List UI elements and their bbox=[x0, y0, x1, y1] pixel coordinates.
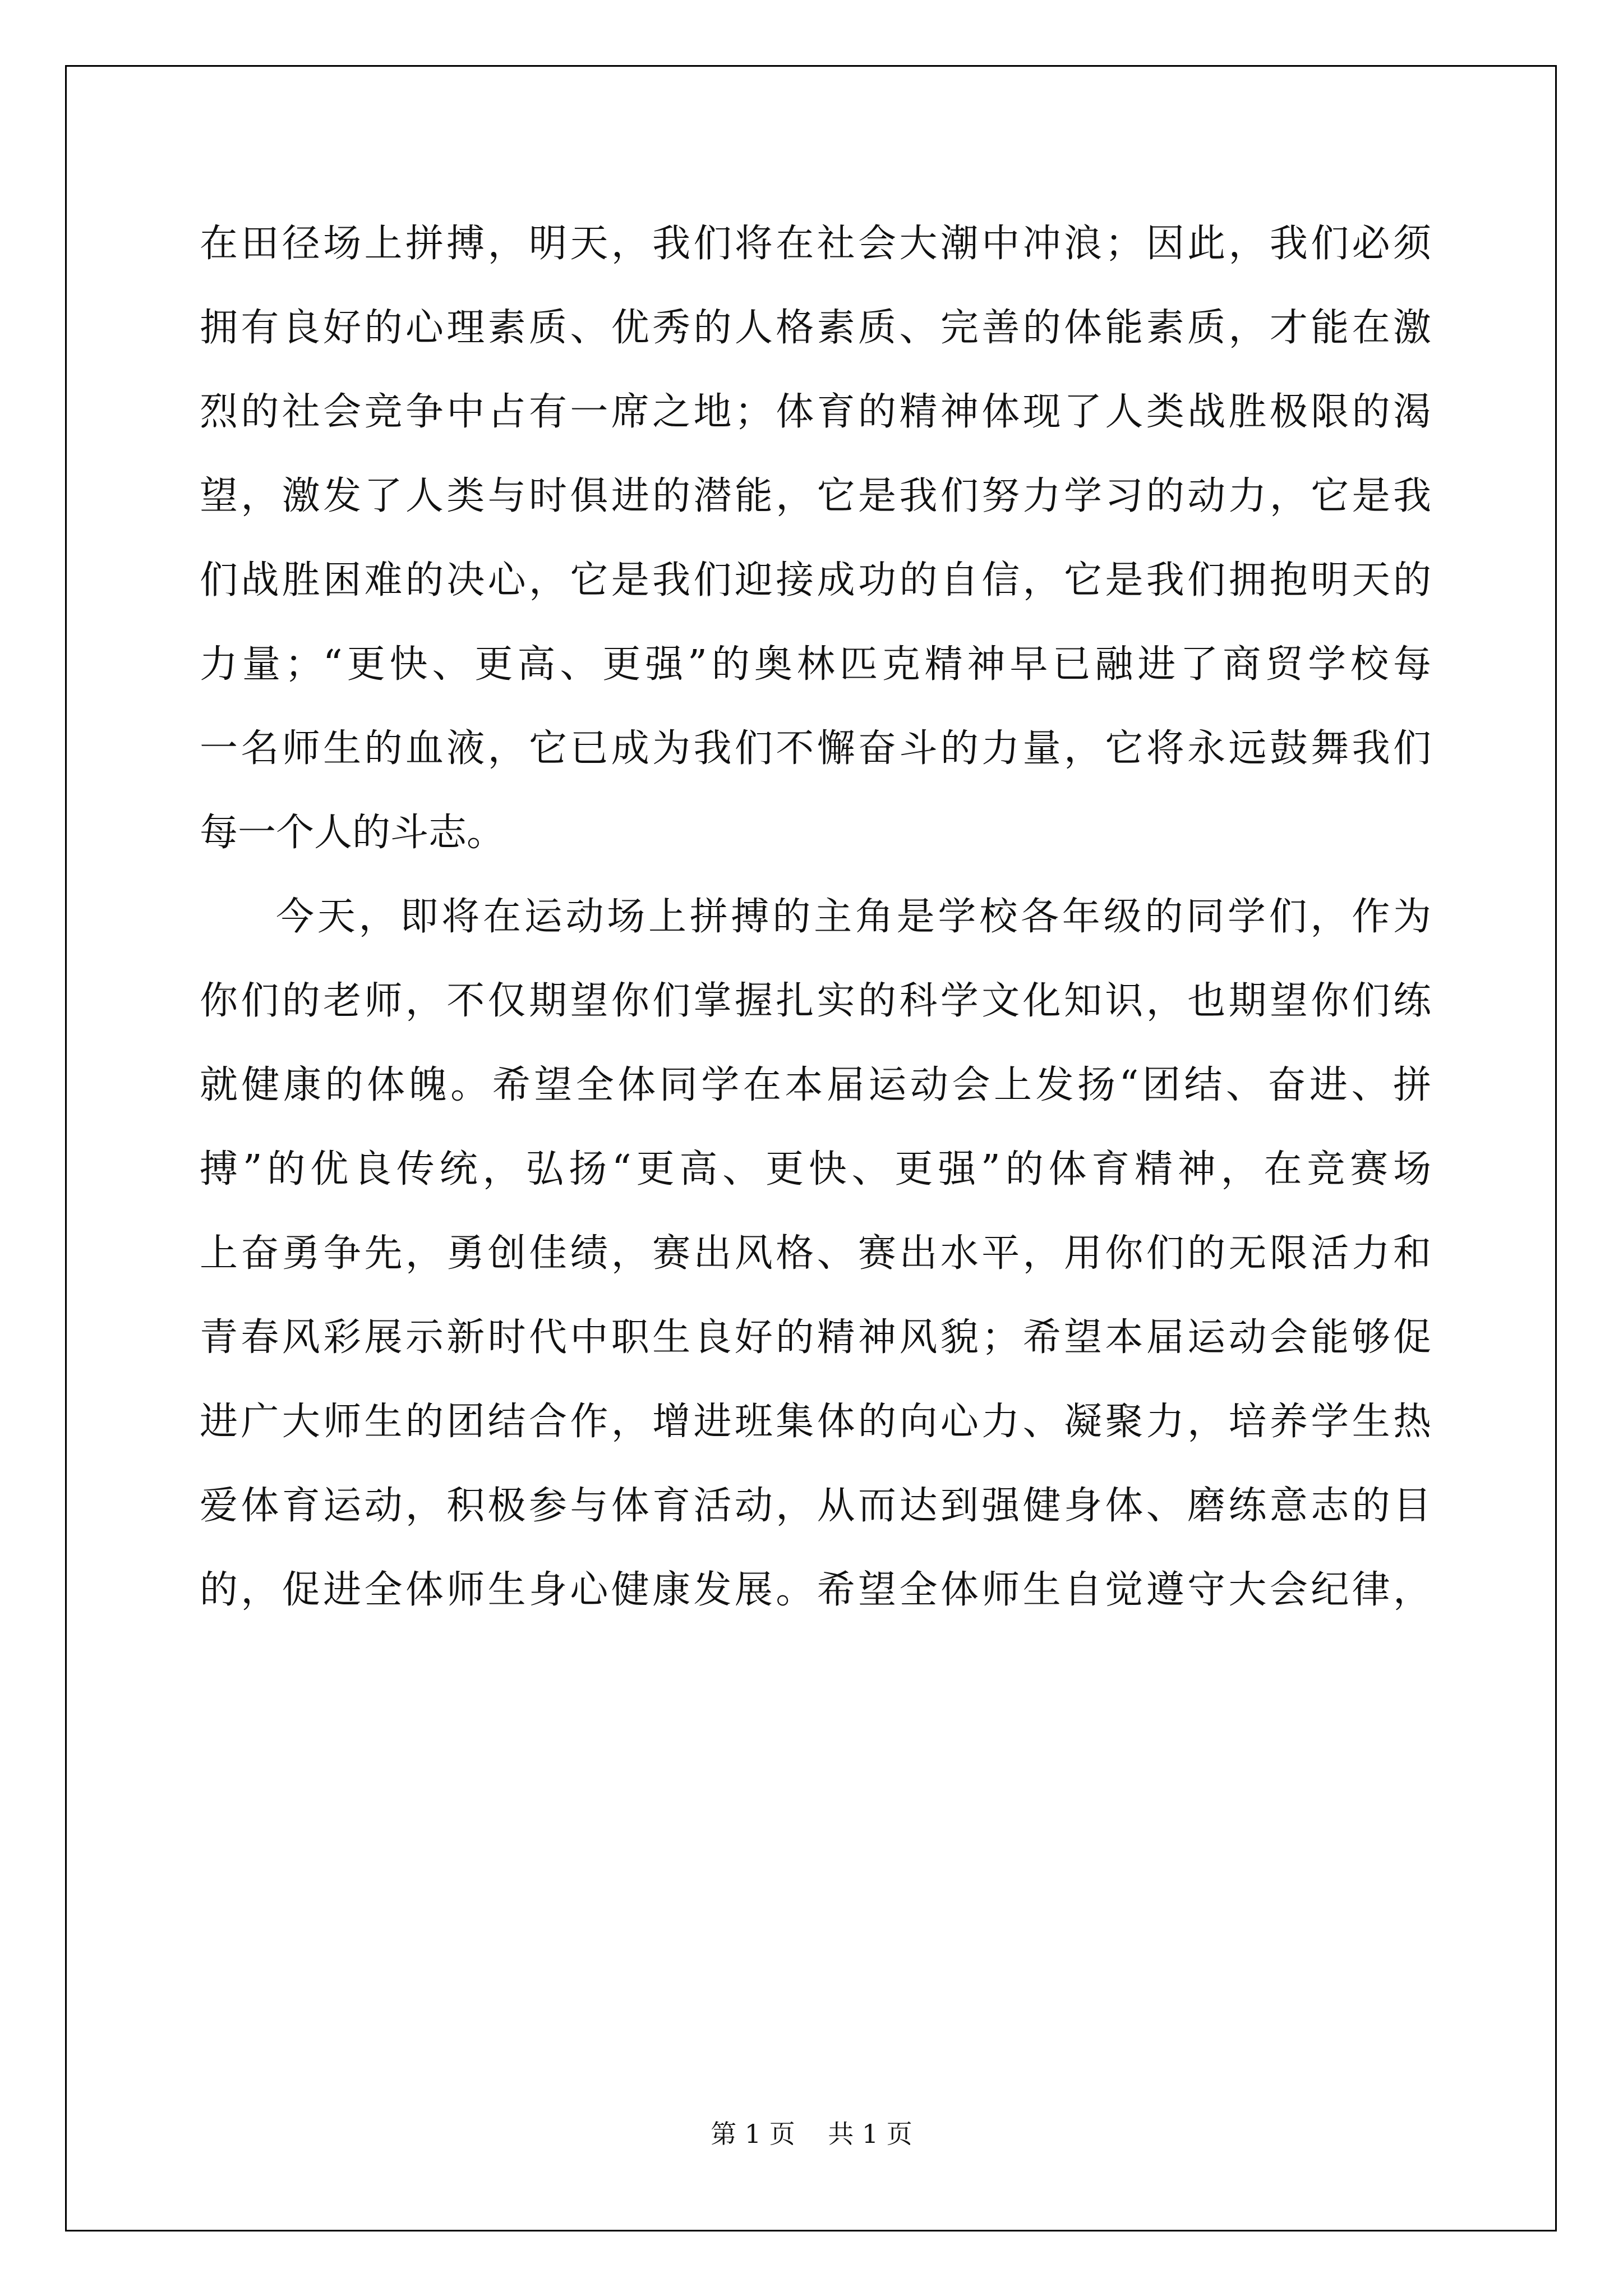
text-line: 烈的社会竞争中占有一席之地；体育的精神体现了人类战胜极限的渴 bbox=[200, 390, 1431, 434]
text-line: 在田径场上拼搏，明天，我们将在社会大潮中冲浪；因此，我们必须 bbox=[200, 222, 1431, 266]
text-line: 就健康的体魄。希望全体同学在本届运动会上发扬“团结、奋进、拼 bbox=[200, 1063, 1431, 1107]
document-body bbox=[200, 202, 1431, 1632]
paragraph-1 bbox=[200, 202, 1431, 875]
text-line: 们战胜困难的决心，它是我们迎接成功的自信，它是我们拥抱明天的 bbox=[200, 558, 1431, 602]
text-line: 爱体育运动，积极参与体育活动，从而达到强健身体、磨练意志的目 bbox=[200, 1484, 1431, 1528]
text-line: 拥有良好的心理素质、优秀的人格素质、完善的体能素质，才能在激 bbox=[200, 306, 1431, 350]
text-line: 今天，即将在运动场上拼搏的主角是学校各年级的同学们，作为 bbox=[276, 895, 1431, 939]
page-number-footer: 第 1 页 共 1 页 bbox=[711, 2119, 912, 2149]
text-line: 力量；“更快、更高、更强”的奥林匹克精神早已融进了商贸学校每 bbox=[200, 642, 1431, 687]
text-line: 搏”的优良传统，弘扬“更高、更快、更强”的体育精神，在竞赛场 bbox=[200, 1147, 1431, 1191]
text-line: 每一个人的斗志。 bbox=[200, 811, 505, 855]
text-line: 的，促进全体师生身心健康发展。希望全体师生自觉遵守大会纪律， bbox=[200, 1568, 1431, 1612]
text-line: 青春风彩展示新时代中职生良好的精神风貌；希望本届运动会能够促 bbox=[200, 1315, 1431, 1360]
text-line: 上奋勇争先，勇创佳绩，赛出风格、赛出水平，用你们的无限活力和 bbox=[200, 1231, 1431, 1276]
text-line: 进广大师生的团结合作，增进班集体的向心力、凝聚力，培养学生热 bbox=[200, 1400, 1431, 1444]
text-line: 一名师生的血液，它已成为我们不懈奋斗的力量，它将永远鼓舞我们 bbox=[200, 726, 1431, 771]
text-line: 望，激发了人类与时俱进的潜能，它是我们努力学习的动力，它是我 bbox=[200, 474, 1431, 518]
paragraph-2 bbox=[200, 875, 1431, 1632]
text-line: 你们的老师，不仅期望你们掌握扎实的科学文化知识，也期望你们练 bbox=[200, 979, 1431, 1023]
